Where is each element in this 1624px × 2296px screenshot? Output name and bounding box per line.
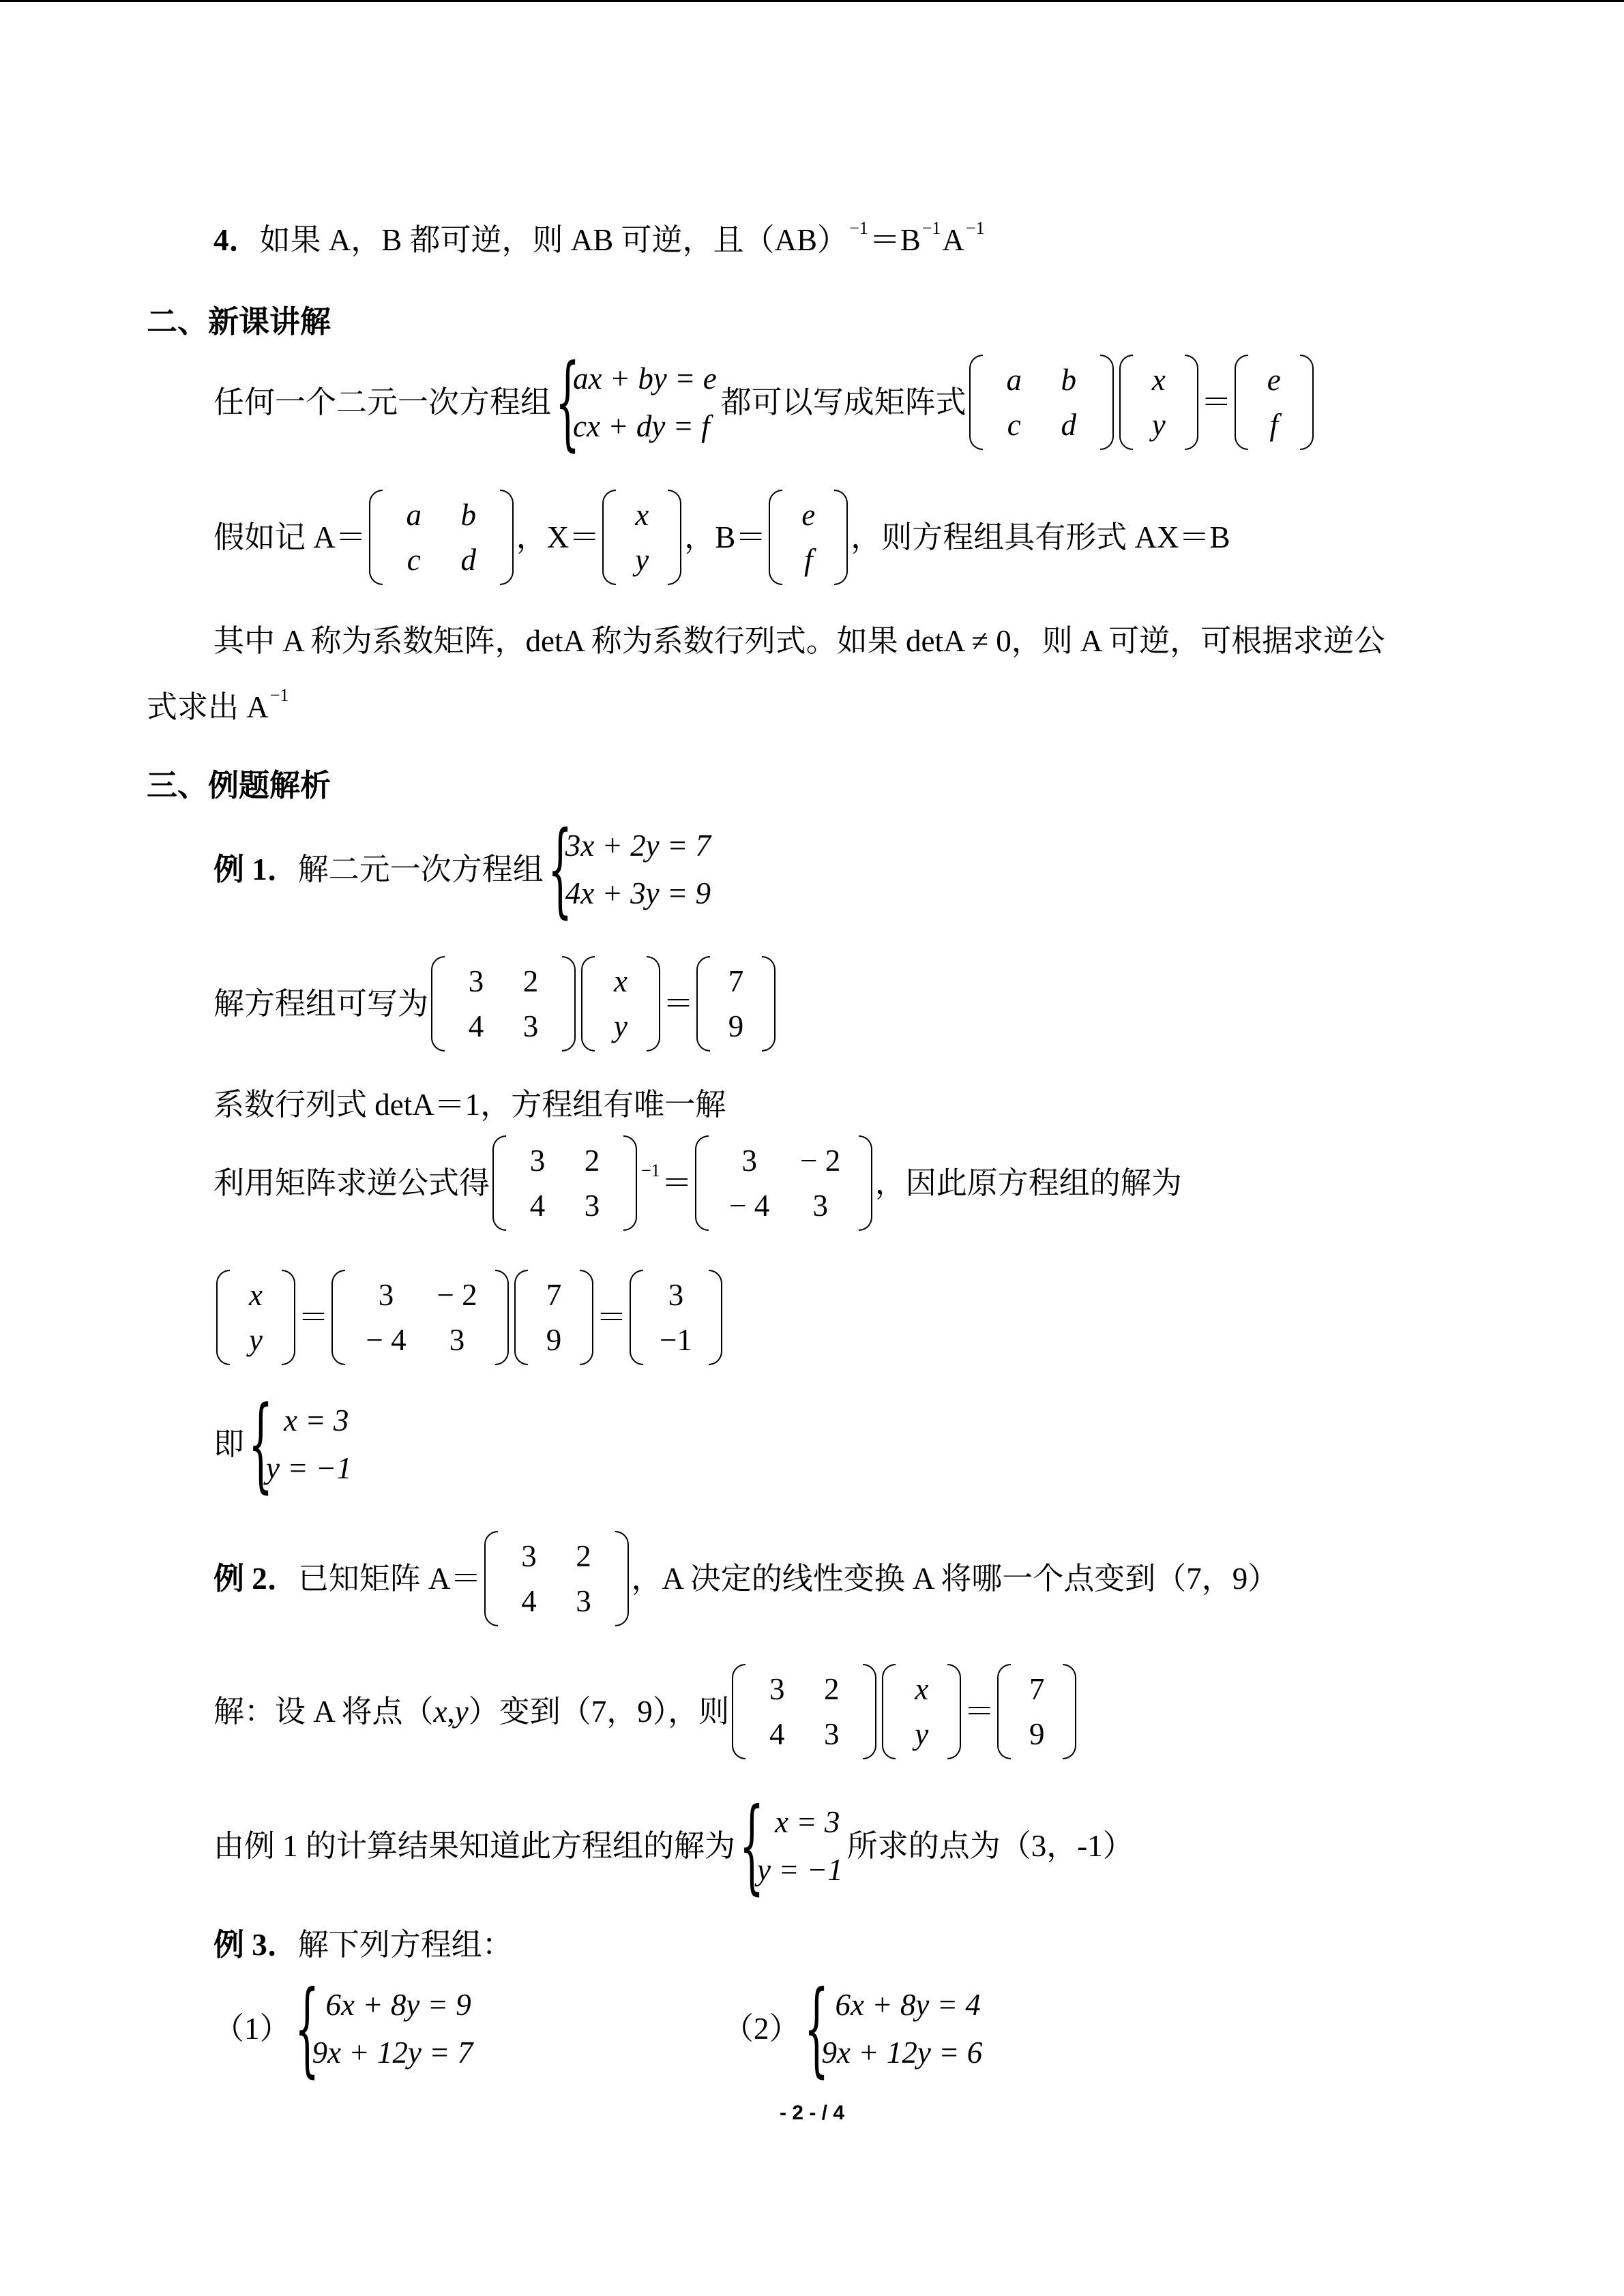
example-1-final: [213, 1384, 356, 1504]
left-brace: {: [294, 1969, 319, 2088]
item-number: 4．: [213, 223, 260, 257]
equation: 9x + 12y = 7: [312, 2035, 473, 2070]
matrix-entry: 3: [468, 964, 484, 998]
equals-sign: ＝: [663, 986, 694, 1021]
matrix-entry: 3: [521, 1538, 537, 1573]
equation: 9x + 12y = 6: [821, 2035, 983, 2070]
matrix-entry: − 2: [437, 1277, 477, 1312]
superscript: −1: [849, 218, 868, 238]
coef-line-2: [147, 685, 290, 724]
example-1-matrix-form: [213, 956, 778, 1052]
matrix-entry: 3: [741, 1143, 757, 1178]
example-text: 即: [213, 1427, 245, 1461]
example-text: 由例 1 的计算结果知道此方程组的解为: [213, 1828, 736, 1863]
matrix-entry: 2: [522, 964, 539, 998]
matrix-entry: 3: [824, 1716, 840, 1751]
example-text: 所求的点为（3，-1）: [846, 1828, 1134, 1863]
example-label: 例 2: [213, 1561, 267, 1596]
matrix-entry: f: [804, 542, 813, 577]
example-text: ，因此原方程组的解为: [874, 1165, 1182, 1200]
superscript: −1: [965, 218, 985, 238]
matrix-entry: 2: [584, 1143, 600, 1178]
matrix-entry: x: [1151, 362, 1166, 397]
matrix-entry: 7: [728, 964, 744, 998]
matrix-entry: 9: [1029, 1716, 1045, 1751]
equals-sign: ＝: [596, 1300, 628, 1335]
example-text: 解方程组可写为: [213, 986, 429, 1021]
equation: x = 3: [284, 1403, 349, 1437]
matrix-entry: y: [635, 542, 649, 577]
example-1-inverse: [213, 1135, 1182, 1231]
matrix-entry: 3: [378, 1277, 394, 1312]
vector-B: [769, 490, 848, 585]
coef-matrix: [492, 1135, 637, 1231]
matrix-entry: c: [407, 542, 421, 577]
matrix-entry: 3: [529, 1143, 546, 1178]
page-number: - 2 - / 4: [779, 2102, 845, 2124]
matrix-entry: y: [249, 1322, 263, 1357]
coef-text: 式求出 A: [147, 690, 269, 724]
solution-vector: [630, 1270, 722, 1365]
matrix-A: [484, 1531, 629, 1626]
matrix-entry: − 4: [366, 1322, 407, 1357]
var-vector: [882, 1664, 961, 1759]
matrix-A: [969, 355, 1114, 450]
matrix-entry: 3: [449, 1322, 465, 1357]
general-system: [213, 342, 1316, 462]
system-solution: [248, 1384, 352, 1504]
equation: cx + dy = f: [573, 408, 710, 443]
matrix-entry: 9: [546, 1322, 562, 1357]
example-2-result: [213, 1786, 1134, 1905]
equation: 3x + 2y = 7: [565, 828, 711, 863]
left-brace: {: [803, 1969, 829, 2088]
var-vector: [581, 956, 660, 1052]
system-problem-2: [803, 1969, 983, 2088]
left-brace: {: [547, 809, 573, 929]
example-text: ，A 决定的线性变换 A 将哪一个点变到（7，9）: [631, 1561, 1279, 1596]
matrix-entry: 3: [812, 1188, 828, 1223]
variable: y: [454, 1694, 469, 1729]
equals-sign: ＝: [964, 1694, 995, 1729]
equation: y = −1: [757, 1852, 843, 1887]
superscript: −1: [269, 685, 289, 705]
matrix-entry: − 2: [800, 1143, 841, 1178]
matrix-entry: 7: [1029, 1671, 1045, 1706]
item-text: A: [942, 223, 964, 257]
inverse-matrix: [695, 1135, 872, 1231]
vector-X: [1119, 355, 1198, 450]
matrix-entry: 9: [728, 1009, 744, 1043]
example-1-statement: [213, 809, 715, 929]
intro-text: 任何一个二元一次方程组: [213, 385, 552, 419]
matrix-entry: y: [1151, 407, 1166, 442]
matrix-entry: x: [249, 1277, 263, 1312]
item-text: 如果 A，B 都可逆，则 AB 可逆，且（AB）: [259, 223, 848, 257]
equation: ax + by = e: [573, 361, 717, 396]
notation-text: ，X＝: [516, 520, 600, 554]
matrix-entry: b: [460, 497, 476, 532]
matrix-entry: x: [915, 1671, 929, 1706]
matrix-entry: 3: [522, 1009, 539, 1043]
matrix-entry: 3: [769, 1671, 785, 1706]
equation: 6x + 8y = 4: [835, 1987, 981, 2022]
matrix-entry: a: [1006, 362, 1022, 397]
section-heading-3: 三、例题解析: [147, 769, 331, 803]
matrix-A: [369, 490, 514, 585]
const-vector: [696, 956, 776, 1052]
system-general: [555, 342, 717, 462]
matrix-entry: 3: [668, 1277, 684, 1312]
matrix-entry: 3: [584, 1188, 600, 1223]
example-3-statement: [213, 1930, 513, 1960]
section-heading-2: 二、新课讲解: [147, 305, 331, 339]
matrix-entry: 7: [546, 1277, 562, 1312]
equals-sign: ＝: [1200, 385, 1232, 419]
top-border: [0, 0, 1624, 2]
notation-text: 假如记 A＝: [213, 520, 366, 554]
equals-sign: ＝: [298, 1300, 329, 1335]
example-text: 利用矩阵求逆公式得: [213, 1165, 490, 1200]
equals-sign: ＝: [661, 1165, 692, 1200]
matrix-entry: 4: [769, 1716, 785, 1751]
matrix-entry: − 4: [729, 1188, 770, 1223]
matrix-entry: 4: [529, 1188, 546, 1223]
example-3-problem-1: [213, 1969, 477, 2088]
vector-X: [602, 490, 681, 585]
matrix-entry: x: [635, 497, 649, 532]
intro-text: 都可以写成矩阵式: [720, 385, 966, 419]
example-2-solution: [213, 1664, 1079, 1759]
example-3-problem-2: [723, 1969, 986, 2088]
label-dot: ．: [267, 1561, 298, 1596]
example-text: 解二元一次方程组: [297, 852, 544, 886]
matrix-entry: a: [406, 497, 422, 532]
matrix-entry: b: [1061, 362, 1076, 397]
label-dot: ．: [267, 1928, 298, 1962]
var-vector: [216, 1270, 295, 1365]
equation: 6x + 8y = 9: [325, 1987, 471, 2022]
inverse-matrix: [331, 1270, 509, 1365]
matrix-entry: 2: [576, 1538, 591, 1573]
notation-line: [213, 490, 1230, 585]
example-text: 解下列方程组：: [297, 1928, 513, 1962]
example-1-solution: [213, 1270, 725, 1365]
equation: x = 3: [775, 1804, 840, 1839]
left-brace: {: [555, 342, 580, 462]
problem-number: （2）: [723, 2011, 800, 2046]
example-label: 例 1: [213, 852, 267, 886]
matrix-A: [732, 1664, 876, 1759]
example-text: ,: [447, 1694, 455, 1729]
matrix-entry: d: [1061, 407, 1076, 442]
matrix-entry: e: [1267, 362, 1281, 397]
notation-text: ，B＝: [684, 520, 767, 554]
variable: x: [433, 1694, 447, 1729]
matrix-entry: f: [1269, 407, 1278, 442]
system-ex1: [547, 809, 711, 929]
matrix-entry: 4: [521, 1583, 537, 1618]
example-1-det: 系数行列式 detA＝1，方程组有唯一解: [213, 1088, 726, 1122]
matrix-entry: 4: [468, 1009, 484, 1043]
item-text: ＝B: [869, 223, 921, 257]
matrix-entry: y: [614, 1009, 628, 1043]
example-text: 解：设 A 将点（: [213, 1694, 434, 1729]
superscript: −1: [921, 218, 941, 238]
system-solution: [739, 1786, 843, 1905]
matrix-entry: c: [1007, 407, 1021, 442]
coef-line-1: 其中 A 称为系数矩阵，detA 称为系数行列式。如果 detA ≠ 0，则 A 可逆，可根据求逆公: [213, 624, 1385, 658]
notation-text: ，则方程组具有形式 AX＝B: [851, 520, 1230, 554]
superscript: −1: [641, 1161, 660, 1180]
matrix-entry: e: [801, 497, 816, 532]
example-2-statement: [213, 1531, 1278, 1626]
equation: y = −1: [266, 1450, 352, 1485]
vector-B: [1235, 355, 1314, 450]
label-dot: ．: [267, 852, 298, 886]
example-text: ）变到（7，9），则: [468, 1694, 730, 1729]
equation: 4x + 3y = 9: [565, 876, 711, 910]
left-brace: {: [739, 1786, 765, 1905]
example-label: 例 3: [213, 1928, 267, 1962]
matrix-entry: y: [915, 1716, 929, 1751]
example-text: 已知矩阵 A＝: [297, 1561, 482, 1596]
const-vector: [514, 1270, 593, 1365]
system-problem-1: [294, 1969, 473, 2088]
coef-matrix: [431, 956, 576, 1052]
target-vector: [997, 1664, 1076, 1759]
matrix-entry: 3: [576, 1583, 591, 1618]
property-4: [213, 218, 986, 257]
matrix-entry: d: [460, 542, 476, 577]
matrix-entry: −1: [660, 1322, 692, 1357]
matrix-entry: 2: [824, 1671, 840, 1706]
problem-number: （1）: [213, 2011, 291, 2046]
matrix-entry: x: [614, 964, 628, 998]
left-brace: {: [248, 1384, 274, 1504]
